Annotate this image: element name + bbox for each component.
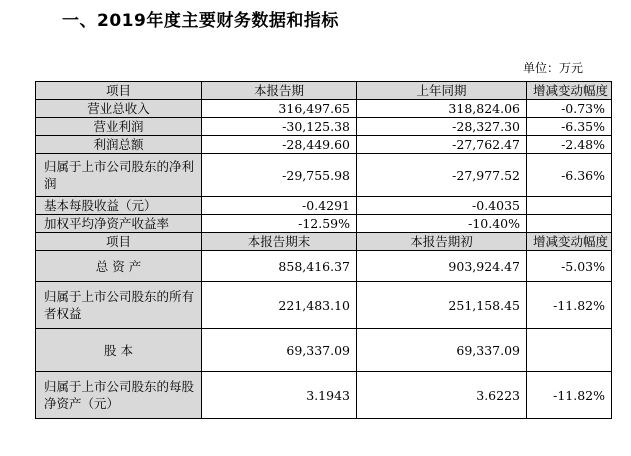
change-value: -5.03% xyxy=(527,251,612,282)
header-period-end: 本报告期末 xyxy=(202,233,357,251)
current-value: -28,449.60 xyxy=(202,136,357,154)
page-title: 一、2019年度主要财务数据和指标 xyxy=(62,11,339,31)
header-change: 增减变动幅度 xyxy=(527,233,612,251)
table-row xyxy=(36,118,612,136)
current-value: -12.59% xyxy=(202,215,357,233)
change-value: -11.82% xyxy=(527,282,612,329)
previous-value: 69,337.09 xyxy=(357,329,527,372)
row-label: 总 资 产 xyxy=(36,251,202,282)
table-row xyxy=(36,197,612,215)
change-value: -11.82% xyxy=(527,372,612,419)
header-current-period: 本报告期 xyxy=(202,82,357,100)
table-row xyxy=(36,282,612,329)
change-value: -6.36% xyxy=(527,154,612,197)
row-label: 营业利润 xyxy=(36,118,202,136)
header-item: 项目 xyxy=(36,233,202,251)
change-value: -0.73% xyxy=(527,100,612,118)
current-value: -0.4291 xyxy=(202,197,357,215)
table-header-row xyxy=(36,233,612,251)
previous-value: 3.6223 xyxy=(357,372,527,419)
change-value xyxy=(527,215,612,233)
current-value: 316,497.65 xyxy=(202,100,357,118)
previous-value: -27,762.47 xyxy=(357,136,527,154)
current-value: -29,755.98 xyxy=(202,154,357,197)
previous-value: -27,977.52 xyxy=(357,154,527,197)
row-label: 股 本 xyxy=(36,329,202,372)
current-value: 858,416.37 xyxy=(202,251,357,282)
row-label: 归属于上市公司股东的净利润 xyxy=(36,154,202,197)
table-row xyxy=(36,154,612,197)
previous-value: 903,924.47 xyxy=(357,251,527,282)
header-item: 项目 xyxy=(36,82,202,100)
table-row xyxy=(36,372,612,419)
previous-value: 251,158.45 xyxy=(357,282,527,329)
previous-value: -10.40% xyxy=(357,215,527,233)
financial-data-table xyxy=(35,81,612,419)
previous-value: -28,327.30 xyxy=(357,118,527,136)
table-row xyxy=(36,215,612,233)
unit-label: 单位：万元 xyxy=(522,61,583,75)
row-label: 基本每股收益（元） xyxy=(36,197,202,215)
header-change: 增减变动幅度 xyxy=(527,82,612,100)
current-value: 221,483.10 xyxy=(202,282,357,329)
table-row xyxy=(36,251,612,282)
current-value: 69,337.09 xyxy=(202,329,357,372)
row-label: 加权平均净资产收益率 xyxy=(36,215,202,233)
current-value: 3.1943 xyxy=(202,372,357,419)
table-row xyxy=(36,136,612,154)
change-value: -6.35% xyxy=(527,118,612,136)
row-label: 营业总收入 xyxy=(36,100,202,118)
previous-value: 318,824.06 xyxy=(357,100,527,118)
row-label: 利润总额 xyxy=(36,136,202,154)
header-period-start: 本报告期初 xyxy=(357,233,527,251)
change-value: -2.48% xyxy=(527,136,612,154)
table-header-row xyxy=(36,82,612,100)
change-value xyxy=(527,197,612,215)
row-label: 归属于上市公司股东的所有者权益 xyxy=(36,282,202,329)
row-label: 归属于上市公司股东的每股净资产（元） xyxy=(36,372,202,419)
header-previous-period: 上年同期 xyxy=(357,82,527,100)
change-value xyxy=(527,329,612,372)
previous-value: -0.4035 xyxy=(357,197,527,215)
table-row xyxy=(36,100,612,118)
table-row xyxy=(36,329,612,372)
current-value: -30,125.38 xyxy=(202,118,357,136)
